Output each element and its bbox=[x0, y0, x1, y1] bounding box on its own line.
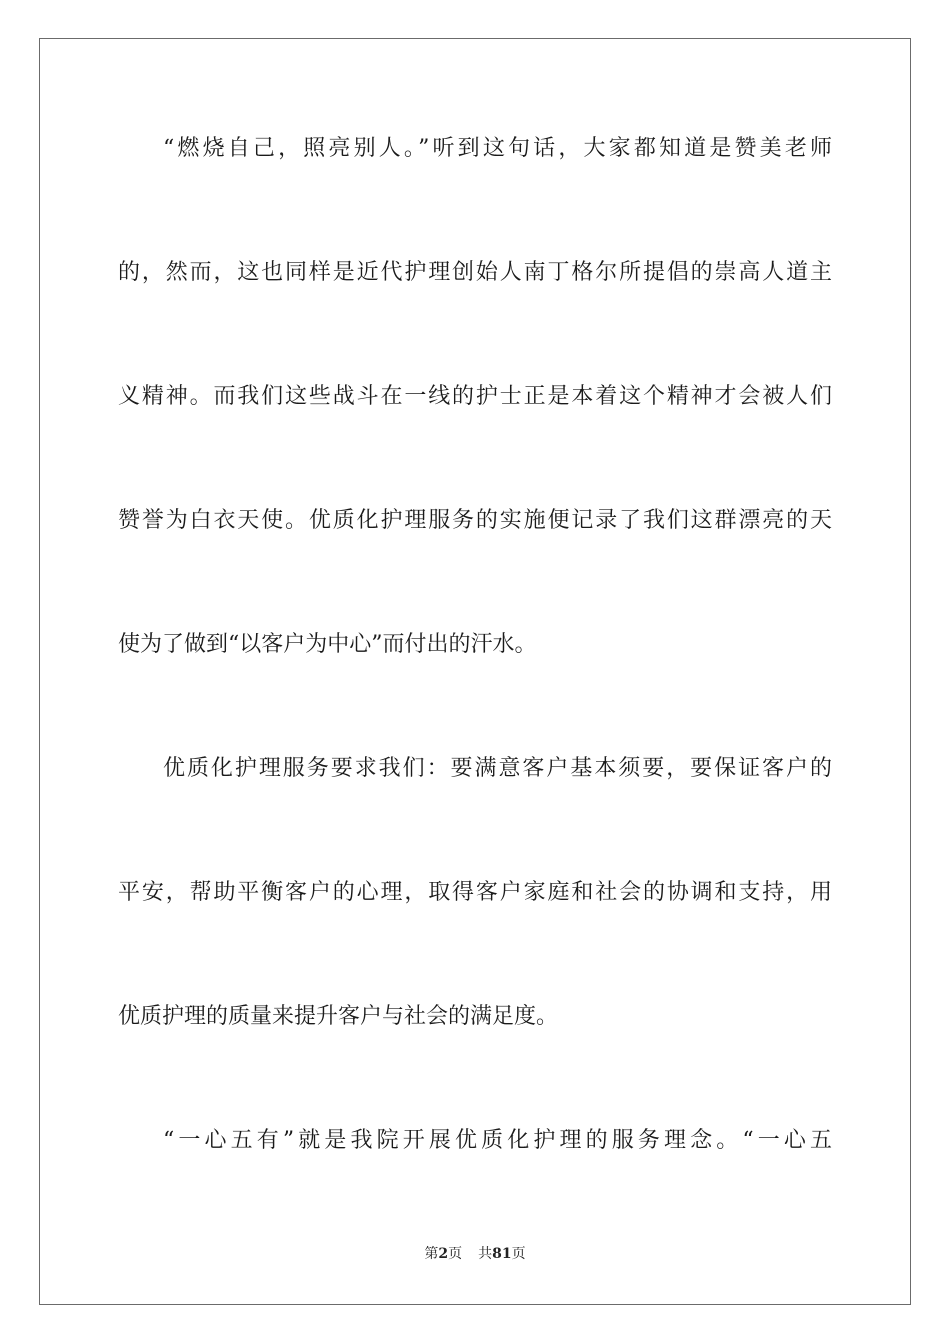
paragraph-2-line-2: 平安，帮助平衡客户的心理，取得客户家庭和社会的协调和支持，用 bbox=[118, 880, 832, 905]
paragraph-1-line-1: “燃烧自己，照亮别人。”听到这句话，大家都知道是赞美老师 bbox=[163, 136, 832, 161]
page-prefix: 第 bbox=[424, 1246, 439, 1262]
paragraph-1-line-3: 义精神。而我们这些战斗在一线的护士正是本着这个精神才会被人们 bbox=[118, 384, 832, 409]
paragraph-2-line-3: 优质护理的质量来提升客户与社会的满足度。 bbox=[118, 1004, 559, 1029]
total-page-count: 81 bbox=[492, 1246, 512, 1262]
page-suffix: 页 bbox=[448, 1246, 463, 1262]
paragraph-1-line-5: 使为了做到“以客户为中心”而付出的汗水。 bbox=[118, 632, 537, 657]
paragraph-3-line-1: “一心五有”就是我院开展优质化护理的服务理念。“一心五 bbox=[163, 1128, 832, 1153]
total-prefix: 共 bbox=[478, 1246, 493, 1262]
current-page-number: 2 bbox=[438, 1246, 449, 1262]
total-suffix: 页 bbox=[511, 1246, 526, 1262]
paragraph-2-line-1: 优质化护理服务要求我们：要满意客户基本须要，要保证客户的 bbox=[163, 756, 832, 781]
paragraph-1-line-2: 的，然而，这也同样是近代护理创始人南丁格尔所提倡的崇高人道主 bbox=[118, 260, 832, 285]
page-footer bbox=[0, 1244, 950, 1264]
page-frame bbox=[39, 38, 911, 1305]
paragraph-1-line-4: 赞誉为白衣天使。优质化护理服务的实施便记录了我们这群漂亮的天 bbox=[118, 508, 832, 533]
